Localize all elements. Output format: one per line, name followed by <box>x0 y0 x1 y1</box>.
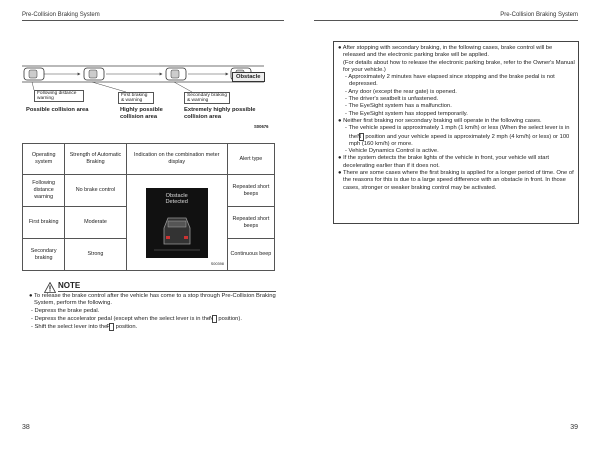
meter-display-cell <box>126 175 227 271</box>
left-page-number: 38 <box>22 424 30 431</box>
braking-table <box>22 143 275 271</box>
left-header-rule <box>22 20 284 21</box>
zone-following-distance: Following distance warning <box>34 90 84 102</box>
note-item: - Shift the select lever into the P position. <box>31 324 138 331</box>
table-cell: No brake control <box>65 175 126 207</box>
car-icon <box>84 68 104 80</box>
left-page-header: Pre-Collision Braking System <box>22 12 100 18</box>
note-intro: ● To release the brake control after the vehicle has come to a stop through Pre-Collision Braking System, perform the following. <box>29 293 276 307</box>
key-n: N <box>359 133 364 141</box>
sub-item: - The vehicle speed is approximately 1 mph (1 km/h) or less (When the select lever is in the N position and your vehicle speed is approximately 2 mph (4 km/h) or less) or 100 mph (160 km/h) or more. <box>345 125 570 147</box>
note-item: - Depress the brake pedal. <box>31 307 100 314</box>
table-cell: Following distance warning <box>23 175 65 207</box>
bullet: ● There are some cases where the first braking is applied for a longer period of time. One of the reasons for this is due to a large speed difference with an obstacle in front. In those cases, stronger or weaker braking control may be activated. <box>338 170 574 191</box>
car-icon <box>166 68 186 80</box>
bullet: ● After stopping with secondary braking, in the following cases, brake control will be released and the electronic parking brake will be applied. <box>338 45 553 59</box>
table-row <box>23 175 275 207</box>
note-title: NOTE <box>58 281 81 290</box>
sub-item: - Approximately 2 minutes have elapsed since stopping and the brake pedal is not depressed. <box>345 74 555 88</box>
sub-item: - The driver's seatbelt is unfastened. <box>345 96 439 103</box>
right-page-body <box>337 45 575 192</box>
table-cell: Continuous beep <box>227 239 274 271</box>
obstacle-label: Obstacle <box>232 72 265 82</box>
sub-item: - The EyeSight system has a malfunction. <box>345 103 452 110</box>
table-header-row <box>23 144 275 175</box>
bullet: ● Neither first braking nor secondary braking will operate in the following cases. <box>338 117 542 124</box>
car-icon <box>24 68 44 80</box>
sub-item: - Any door (except the rear gate) is opened. <box>345 88 457 95</box>
table-cell: First braking <box>23 207 65 239</box>
zone-secondary-braking: Secondary braking & warning <box>184 92 230 104</box>
collision-diagram <box>22 60 290 138</box>
key-n: N <box>212 315 217 323</box>
key-p: P <box>109 323 114 331</box>
table-cell: Moderate <box>65 207 126 239</box>
note-rule <box>58 291 276 292</box>
right-header-rule <box>314 20 578 21</box>
note-body <box>28 293 276 331</box>
right-page-header: Pre-Collision Braking System <box>500 12 578 18</box>
zone-first-braking: First braking & warning <box>118 92 154 104</box>
right-page-number: 39 <box>570 424 578 431</box>
screen-code: S00398 <box>210 262 224 266</box>
note-item: - Depress the accelerator pedal (except when the select lever is in the N position). <box>31 315 242 322</box>
sub-item: - The EyeSight system has stopped temporarily. <box>345 110 468 117</box>
sub-item: - Vehicle Dynamics Control is active. <box>345 148 439 155</box>
diagram-code: S00676 <box>254 124 269 129</box>
bullet: ● If the system detects the brake lights of the vehicle in front, your vehicle will start decelerating earlier than if it does not. <box>338 155 550 169</box>
col-header: Strength of Automatic Braking <box>65 144 126 175</box>
col-header: Indication on the combination meter display <box>126 144 227 175</box>
table-cell: Repeated short beeps <box>227 175 274 207</box>
area-highly-possible: Highly possible collision area <box>120 107 163 120</box>
obstacle-detected-text: Obstacle Detected <box>165 192 188 205</box>
table-cell: Strong <box>65 239 126 271</box>
table-cell: Secondary braking <box>23 239 65 271</box>
col-header: Alert type <box>227 144 274 175</box>
col-header: Operating system <box>23 144 65 175</box>
area-possible: Possible collision area <box>26 107 89 113</box>
bullet-continuation: (For details about how to release the electronic parking brake, refer to the Owner's Manual for your vehicle.) <box>343 59 575 73</box>
table-cell: Repeated short beeps <box>227 207 274 239</box>
area-extremely-highly-possible: Extremely highly possible collision area <box>184 107 256 120</box>
